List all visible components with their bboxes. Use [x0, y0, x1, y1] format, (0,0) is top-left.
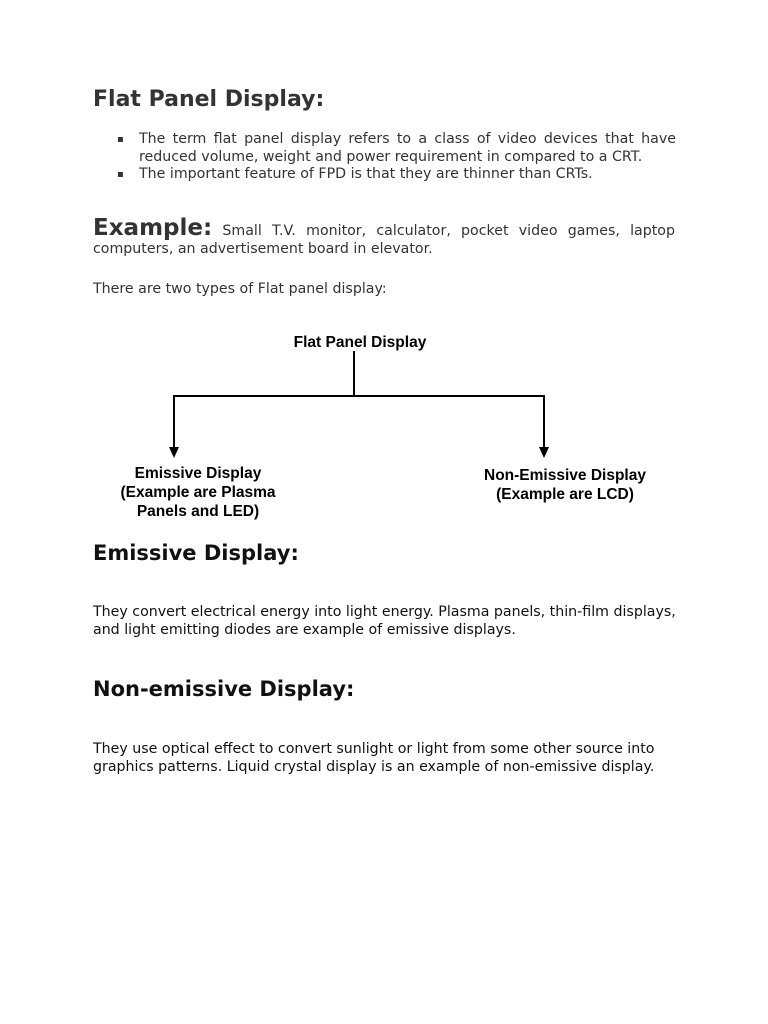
emissive-paragraph: They convert electrical energy into light energy. Plasma panels, thin-film displays, and light emitting diodes are example of emissive displays.: [93, 604, 676, 638]
list-item-text: The important feature of FPD is that they are thinner than CRTs.: [139, 166, 593, 182]
example-text: Small T.V. monitor, calculator, pocket video games, laptop computers, an advertisement board in elevator.: [93, 223, 675, 257]
page-title: Flat Panel Display:: [93, 87, 325, 112]
left-arrowhead-icon: [169, 447, 179, 458]
example-paragraph: [93, 215, 675, 258]
list-item: [116, 131, 676, 166]
example-label: Example:: [93, 215, 213, 241]
diagram-right-label: Non-Emissive Display (Example are LCD): [484, 467, 646, 503]
bullet-icon: ▪: [117, 134, 124, 145]
right-arrowhead-icon: [539, 447, 549, 458]
types-intro: There are two types of Flat panel display:: [93, 281, 387, 297]
feature-list: [116, 131, 676, 184]
list-item-text: The term flat panel display refers to a class of video devices that have reduced volume, weight and power requirement in compared to a CRT.: [139, 131, 676, 165]
diagram-root-label: Flat Panel Display: [293, 334, 427, 351]
diagram-left-label: Emissive Display (Example are Plasma Panels and LED): [120, 465, 276, 520]
emissive-heading: Emissive Display:: [93, 541, 299, 565]
non-emissive-paragraph: They use optical effect to convert sunlight or light from some other source into graphics patterns. Liquid crystal display is an example of non-emissive display.: [93, 741, 655, 775]
non-emissive-heading: Non-emissive Display:: [93, 677, 355, 701]
bullet-icon: ▪: [117, 169, 124, 180]
list-item: [116, 166, 676, 184]
